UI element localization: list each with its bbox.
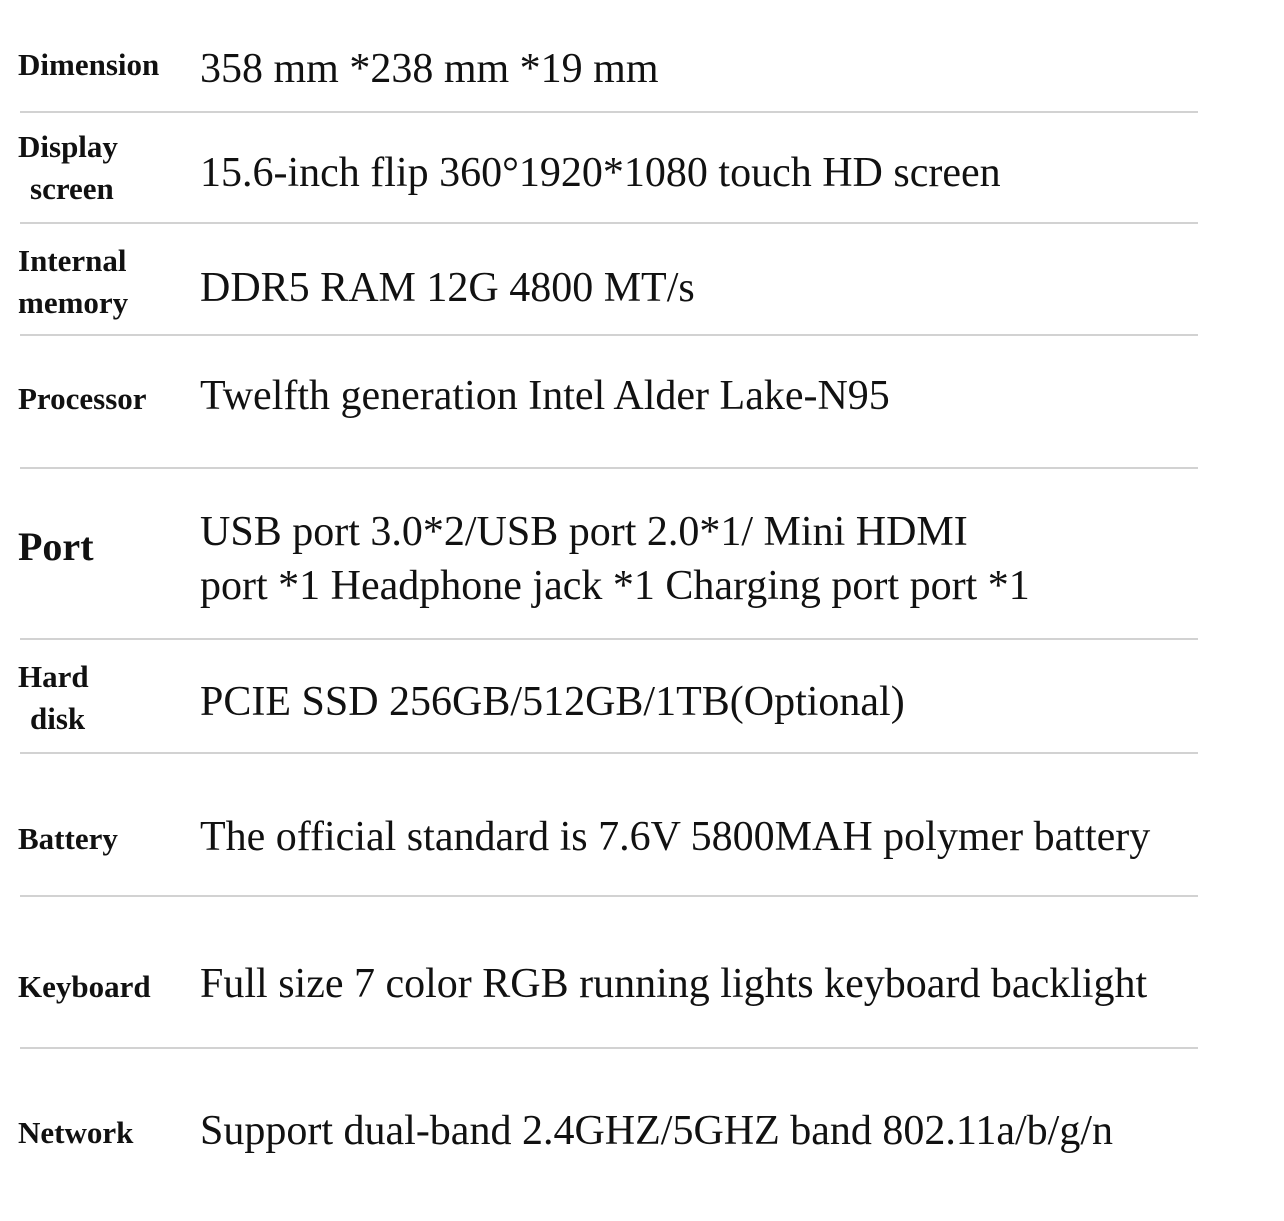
spec-label-line: Hard <box>18 659 89 694</box>
spec-value-processor <box>200 369 890 423</box>
spec-value-line: Twelfth generation Intel Alder Lake-N95 <box>200 373 890 419</box>
spec-label-keyboard <box>18 966 151 1008</box>
spec-label-battery <box>18 818 118 860</box>
spec-label-line: Keyboard <box>18 969 151 1004</box>
spec-value-dimension <box>200 42 659 96</box>
spec-label-processor <box>18 378 147 420</box>
spec-value-battery <box>200 810 1150 864</box>
spec-value-line: PCIE SSD 256GB/512GB/1TB(Optional) <box>200 679 905 725</box>
spec-label-line: Dimension <box>18 47 160 82</box>
row-divider <box>20 334 1198 336</box>
spec-label-internal-memory <box>18 240 128 324</box>
spec-value-display-screen <box>200 146 1001 200</box>
spec-value-line: The official standard is 7.6V 5800MAH polymer battery <box>200 814 1151 860</box>
spec-value-line: Support dual-band 2.4GHZ/5GHZ band 802.11a/b/g/n <box>200 1108 1113 1154</box>
row-divider <box>20 111 1198 113</box>
spec-label-line: Processor <box>18 381 147 416</box>
spec-label-line: Battery <box>18 821 118 856</box>
spec-label-line: Network <box>18 1115 134 1150</box>
spec-label-line: Port <box>18 524 94 569</box>
spec-value-hard-disk <box>200 675 905 729</box>
row-divider <box>20 467 1198 469</box>
spec-label-network <box>18 1112 133 1154</box>
spec-label-port <box>18 526 94 568</box>
row-divider <box>20 638 1198 640</box>
spec-value-line: DDR5 RAM 12G 4800 MT/s <box>200 265 695 311</box>
spec-value-internal-memory <box>200 261 695 315</box>
row-divider <box>20 895 1198 897</box>
spec-label-dimension <box>18 44 159 86</box>
spec-label-line: disk <box>30 701 86 736</box>
spec-value-line: USB port 3.0*2/USB port 2.0*1/ Mini HDMI <box>200 509 968 555</box>
spec-value-line: 358 mm *238 mm *19 mm <box>200 46 659 92</box>
spec-label-line: Display <box>18 129 118 164</box>
row-divider <box>20 1047 1198 1049</box>
spec-label-line: Internal <box>18 243 127 278</box>
row-divider <box>20 752 1198 754</box>
spec-label-line: screen <box>30 171 114 206</box>
spec-value-port <box>200 505 1030 613</box>
spec-label-display-screen <box>18 126 118 210</box>
spec-value-line: port *1 Headphone jack *1 Charging port port *1 <box>200 563 1030 609</box>
spec-value-network <box>200 1104 1113 1158</box>
spec-label-hard-disk <box>18 656 89 740</box>
spec-value-line: 15.6-inch flip 360°1920*1080 touch HD screen <box>200 150 1001 196</box>
spec-label-line: memory <box>18 285 129 320</box>
spec-value-keyboard <box>200 957 1147 1011</box>
row-divider <box>20 222 1198 224</box>
spec-value-line: Full size 7 color RGB running lights keyboard backlight <box>200 961 1148 1007</box>
